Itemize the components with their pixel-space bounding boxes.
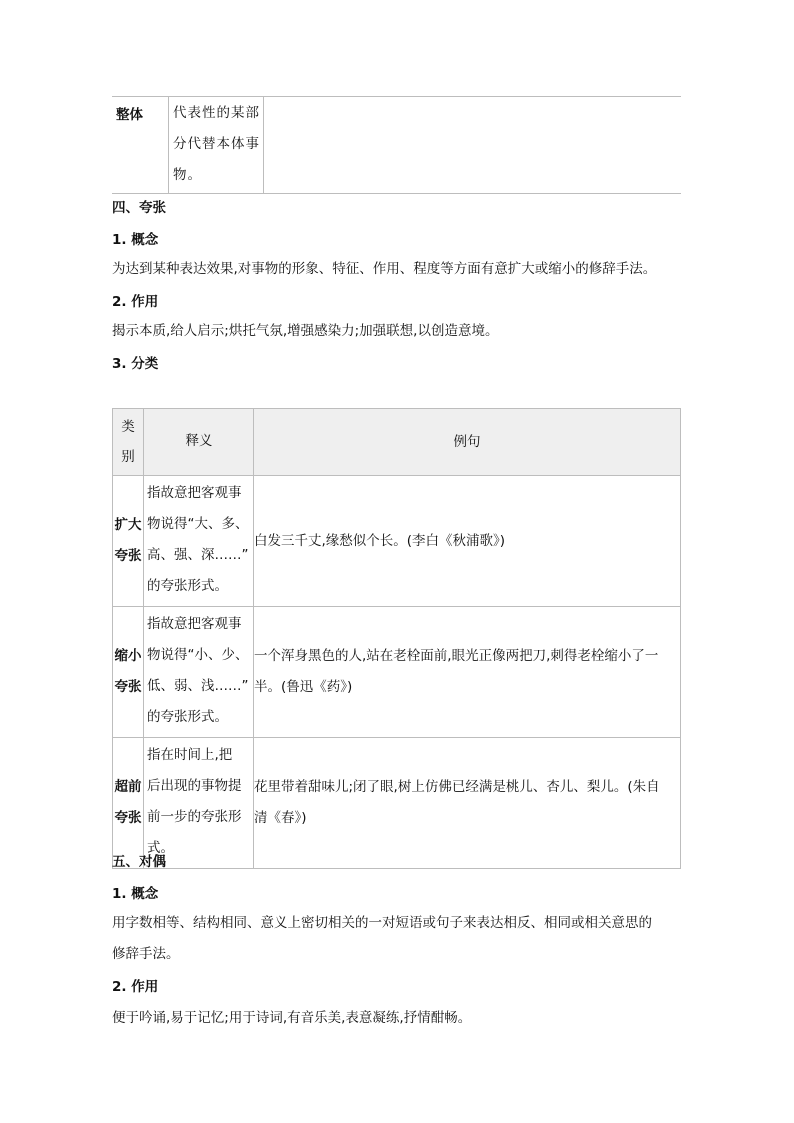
section-heading-antithesis: 五、对偶	[112, 854, 166, 870]
meaning-cell: 指故意把客观事 物说得“大、多、 高、强、深……” 的夸张形式。	[144, 476, 254, 607]
definition-line: 分代替本体事	[173, 136, 260, 152]
concept-text-line: 用字数相等、结构相同、意义上密切相关的一对短语或句子来表达相反、相同或相关意思的	[112, 915, 652, 931]
meaning-cell: 指故意把客观事 物说得“小、少、 低、弱、浅……” 的夸张形式。	[144, 607, 254, 738]
function-text: 便于吟诵,易于记忆;用于诗词,有音乐美,表意凝练,抒情酣畅。	[112, 1010, 472, 1026]
example-cell: 一个浑身黑色的人,站在老栓面前,眼光正像两把刀,刺得老栓缩小了一 半。(鲁迅《药》)	[254, 607, 681, 738]
subheading-function: 2. 作用	[112, 294, 159, 310]
concept-text-line: 修辞手法。	[112, 946, 180, 962]
subheading-function: 2. 作用	[112, 979, 159, 995]
subheading-concept: 1. 概念	[112, 232, 159, 248]
header-example: 例句	[254, 409, 681, 476]
function-text: 揭示本质,给人启示;烘托气氛,增强感染力;加强联想,以创造意境。	[112, 323, 499, 339]
section-heading-hyperbole: 四、夸张	[112, 200, 166, 216]
table-synecdoche-fragment	[112, 96, 681, 194]
header-category: 类 别	[113, 409, 144, 476]
meaning-cell: 指在时间上,把 后出现的事物提 前一步的夸张形 式。	[144, 738, 254, 869]
category-cell: 超前 夸张	[113, 738, 144, 869]
header-meaning: 释义	[144, 409, 254, 476]
category-cell: 扩大 夸张	[113, 476, 144, 607]
example-cell	[264, 97, 682, 194]
subheading-concept: 1. 概念	[112, 886, 159, 902]
definition-line: 物。	[173, 167, 202, 183]
category-cell: 缩小 夸张	[113, 607, 144, 738]
subheading-classification: 3. 分类	[112, 356, 159, 372]
example-cell: 白发三千丈,缘愁似个长。(李白《秋浦歌》)	[254, 476, 681, 607]
example-cell: 花里带着甜味儿;闭了眼,树上仿佛已经满是桃儿、杏儿、梨儿。(朱自 清《春》)	[254, 738, 681, 869]
definition-cell	[169, 97, 264, 194]
concept-text: 为达到某种表达效果,对事物的形象、特征、作用、程度等方面有意扩大或缩小的修辞手法。	[112, 261, 657, 277]
term-cell: 整体	[112, 97, 169, 194]
table-hyperbole-types	[112, 408, 681, 869]
definition-line: 代表性的某部	[173, 105, 260, 121]
